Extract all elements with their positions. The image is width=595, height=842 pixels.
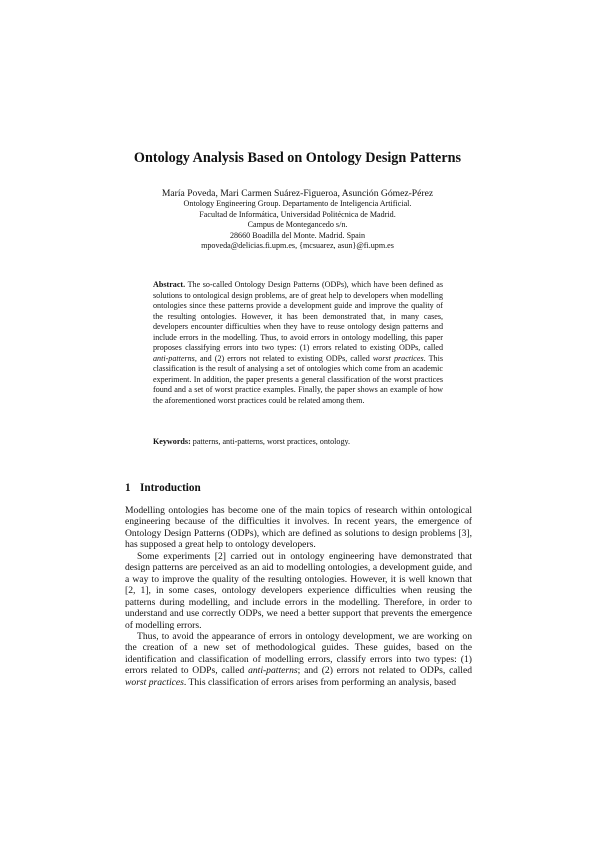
section-heading [125,481,201,495]
affiliation-line: Facultad de Informática, Universidad Politécnica de Madrid. [199,209,396,219]
affiliation-line: Ontology Engineering Group. Departamento de Inteligencia Artificial. [183,199,412,208]
abstract-emphasis: worst practices [372,353,424,363]
author-list: María Poveda, Mari Carmen Suárez-Figueroa, Asunción Gómez-Pérez [161,188,434,199]
paragraph-emphasis: anti-patterns [248,665,298,677]
abstract-emphasis: anti-patterns [153,353,195,363]
paragraph-text: ; and (2) errors not related to ODPs, called [297,665,472,677]
paragraph-text: . This classification of errors arises from performing an analysis, based [183,676,457,688]
section-title: Introduction [140,482,201,494]
keywords-text: patterns, anti-patterns, worst practices, ontology. [192,437,351,446]
affiliation-block [100,199,495,252]
paragraph-emphasis: worst practices [125,676,184,688]
keywords [153,437,443,448]
affiliation-line: Campus de Montegancedo s/n. [247,220,348,230]
abstract-text: The so-called Ontology Design Patterns (ODPs), which have been defined as solutions to ontological design problems, are of great help to developers when modelling ontologies since these patterns provide a development guide and improve the quality of the resulting ontologies. However, it has been demonstrated that, in many cases, developers encounter difficulties when they have to reuse ontology design patterns and include errors in the modelling. Thus, to avoid errors in ontology modelling, this paper proposes classifying errors into two types: (1) errors related to existing ODPs, called [153,280,443,353]
body-paragraph: Some experiments [2] carried out in ontology engineering have demonstrated that design patterns are perceived as an aid to modelling ontologies, a development guide, and a way to improve the quality of the resulting ontologies. However, it is well known that [2, 1], in some cases, ontology developers experience difficulties when reusing the patterns during modelling, and include errors in the modelling. Therefore, in order to understand and use correctly ODPs, we need a better support that prevents the emergence of modelling errors. [125,550,472,631]
author-emails: mpoveda@delicias.fi.upm.es, {mcsuarez, asun}@fi.upm.es [201,241,394,251]
keywords-label: Keywords: [153,437,191,446]
abstract-text: , and (2) errors not related to existing ODPs, called [194,353,373,363]
abstract-label: Abstract. [153,280,186,289]
abstract-text: . This classification is the result of analysing a set of ontologies which come from an academic experiment. In addition, the paper presents a general classification of the worst practices found and a set of worst practice examples. Finally, the paper shows an example of how the aforementioned worst practices could be related among them. [153,353,443,406]
paper-title: Ontology Analysis Based on Ontology Design Patterns [133,150,462,166]
body-paragraph: Modelling ontologies has become one of the main topics of research within ontological engineering because of the difficulties it involves. In recent years, the emergence of Ontology Design Patterns (ODPs), which are defined as solutions to design problems [3], has supposed a great help to ontology developers. [125,505,472,551]
abstract [153,280,443,407]
section-body [125,505,472,688]
section-number: 1 [125,482,131,494]
paragraph-text: Thus, to avoid the appearance of errors in ontology development, we are working on the creation of a new set of methodological guides. These guides, based on the identification and classification of modelling errors, classify errors into two types: (1) errors related to ODPs, called [125,630,472,677]
body-paragraph [125,631,472,688]
affiliation-line: 28660 Boadilla del Monte. Madrid. Spain [229,230,366,240]
